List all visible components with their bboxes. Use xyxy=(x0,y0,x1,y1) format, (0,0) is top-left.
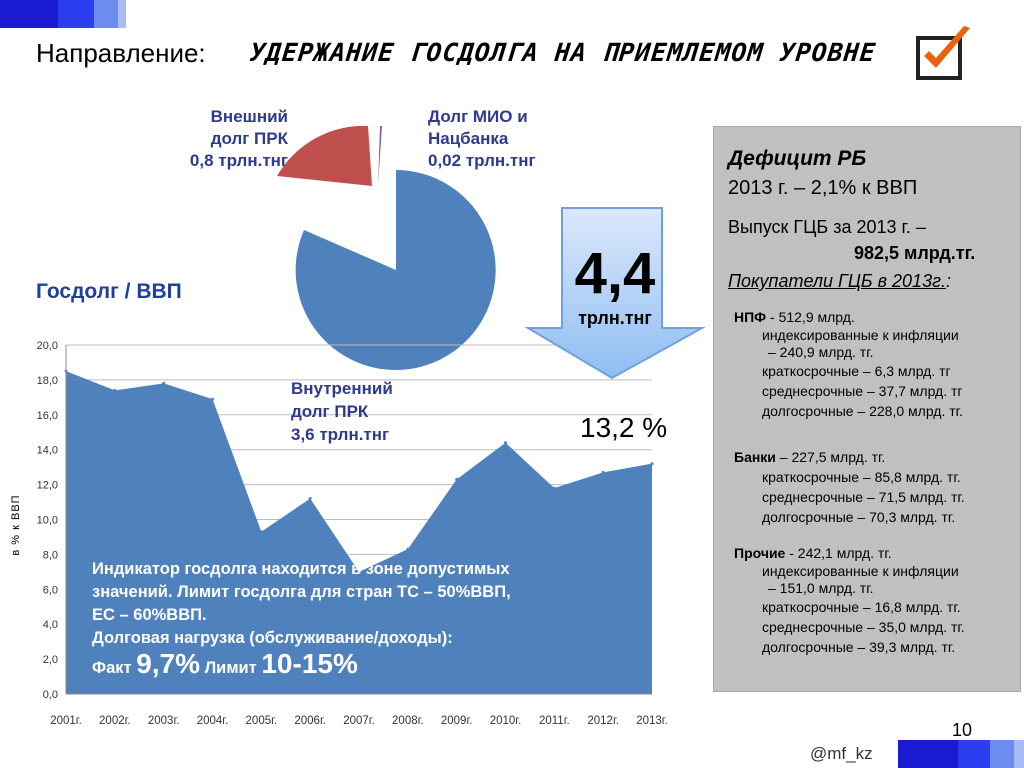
x-tick-label: 2007г. xyxy=(343,715,375,727)
pie-slice-mio xyxy=(378,126,382,186)
x-tick-label: 2011г. xyxy=(538,715,570,727)
pie-slice-external xyxy=(277,126,372,186)
buyer-group-banks: Банки – 227,5 млрд. тг. краткосрочные – 85,8 млрд. тг. среднесрочные – 71,5 млрд. тг. долгосрочные – 70,3 млрд. тг. xyxy=(734,449,965,525)
total-debt-unit: трлн.тнг xyxy=(578,308,652,328)
top-deco-3 xyxy=(94,0,118,28)
y-tick-label: 14,0 xyxy=(36,444,58,457)
data-point xyxy=(260,530,263,533)
pie-label-mio: Долг МИО и Нацбанка 0,02 трлн.тнг xyxy=(428,107,536,170)
x-tick-label: 2003г. xyxy=(147,715,180,727)
title-prefix: Направление: xyxy=(36,38,206,68)
data-point xyxy=(113,389,116,392)
budget-deficit-panel xyxy=(713,126,1021,692)
data-point xyxy=(211,398,214,401)
pie-label-external: Внешний долг ПРК 0,8 трлн.тнг xyxy=(189,107,288,170)
x-tick-label: 2012г. xyxy=(587,715,619,727)
bottom-deco-2 xyxy=(958,740,990,768)
buyer-group-other: Прочие - 242,1 млрд. тг. индексированные к инфляции – 151,0 млрд. тг. краткосрочные – 16,8 млрд. тг. среднесрочные – 35,0 млрд. тг. долгосрочные – 39,3 млрд. тг. xyxy=(734,545,965,655)
x-tick-label: 2005г. xyxy=(245,715,278,727)
fact-value: 9,7% xyxy=(136,648,201,679)
deficit-value: 2013 г. – 2,1% к ВВП xyxy=(728,177,918,199)
buyer-group-npf: НПФ - 512,9 млрд. индексированные к инфляции – 240,9 млрд. тг. краткосрочные – 6,3 млрд. тг среднесрочные – 37,7 млрд. тг долгосрочные – 228,0 млрд. тг. xyxy=(734,309,963,419)
page-title: УДЕРЖАНИЕ ГОСДОЛГА НА ПРИЕМЛЕМОМ УРОВНЕ xyxy=(248,38,878,67)
data-point xyxy=(406,548,409,551)
data-point xyxy=(651,462,654,465)
data-point xyxy=(553,487,556,490)
buyers-title: Покупатели ГЦБ в 2013г.: xyxy=(728,271,951,291)
y-tick-label: 20,0 xyxy=(36,340,58,352)
y-axis-label: в % к ВВП xyxy=(10,494,22,556)
x-tick-label: 2008г. xyxy=(392,715,424,727)
data-point xyxy=(455,478,458,481)
y-tick-label: 16,0 xyxy=(36,409,58,422)
issue-line-1: Выпуск ГЦБ за 2013 г. – xyxy=(728,217,926,237)
x-tick-label: 2001г. xyxy=(50,715,82,727)
top-deco-2 xyxy=(58,0,94,28)
bottom-deco-3 xyxy=(990,740,1014,768)
debt-load-row: Факт 9,7% Лимит 10-15% xyxy=(92,648,358,679)
x-tick-label: 2009г. xyxy=(440,715,473,727)
total-debt-value: 4,4 xyxy=(574,241,656,306)
y-tick-label: 6,0 xyxy=(42,584,58,597)
x-tick-label: 2013г. xyxy=(636,715,668,727)
data-point xyxy=(602,471,605,474)
deficit-title: Дефицит РБ xyxy=(728,147,867,170)
data-point xyxy=(504,441,507,444)
y-tick-label: 18,0 xyxy=(36,374,58,387)
y-tick-label: 2,0 xyxy=(42,654,58,667)
top-deco-4 xyxy=(118,0,126,28)
bottom-deco-1 xyxy=(898,740,958,768)
y-tick-label: 0,0 xyxy=(42,689,58,701)
limit-value: 10-15% xyxy=(261,648,358,679)
y-tick-label: 10,0 xyxy=(36,514,58,527)
y-tick-label: 8,0 xyxy=(42,549,58,562)
indicator-text: Индикатор госдолга находится в зоне допустимых значений. Лимит госдолга для стран ТС – 50%ВВП, ЕС – 60%ВВП. Долговая нагрузка (обслуживание/доходы): Факт 9,7% Лимит 10-15% xyxy=(92,558,632,680)
twitter-handle[interactable]: @mf_kz xyxy=(810,744,873,763)
pie-label-internal: Внутренний долг ПРК 3,6 трлн.тнг xyxy=(291,379,393,444)
y-tick-label: 12,0 xyxy=(36,479,58,492)
bottom-deco-4 xyxy=(1014,740,1024,768)
chart-title: Госдолг / ВВП xyxy=(36,280,182,303)
issue-line-2: 982,5 млрд.тг. xyxy=(854,243,976,263)
x-tick-label: 2004г. xyxy=(196,715,229,727)
x-tick-label: 2006г. xyxy=(294,715,326,727)
checkbox-check-icon xyxy=(912,22,976,84)
page-number: 10 xyxy=(952,720,973,740)
debt-gdp-ratio: 13,2 % xyxy=(580,412,668,443)
data-point xyxy=(309,497,312,500)
y-tick-label: 4,0 xyxy=(42,619,58,632)
top-deco-1 xyxy=(0,0,58,28)
x-tick-label: 2010г. xyxy=(489,715,522,727)
data-point xyxy=(162,382,165,385)
x-tick-label: 2002г. xyxy=(99,715,131,727)
